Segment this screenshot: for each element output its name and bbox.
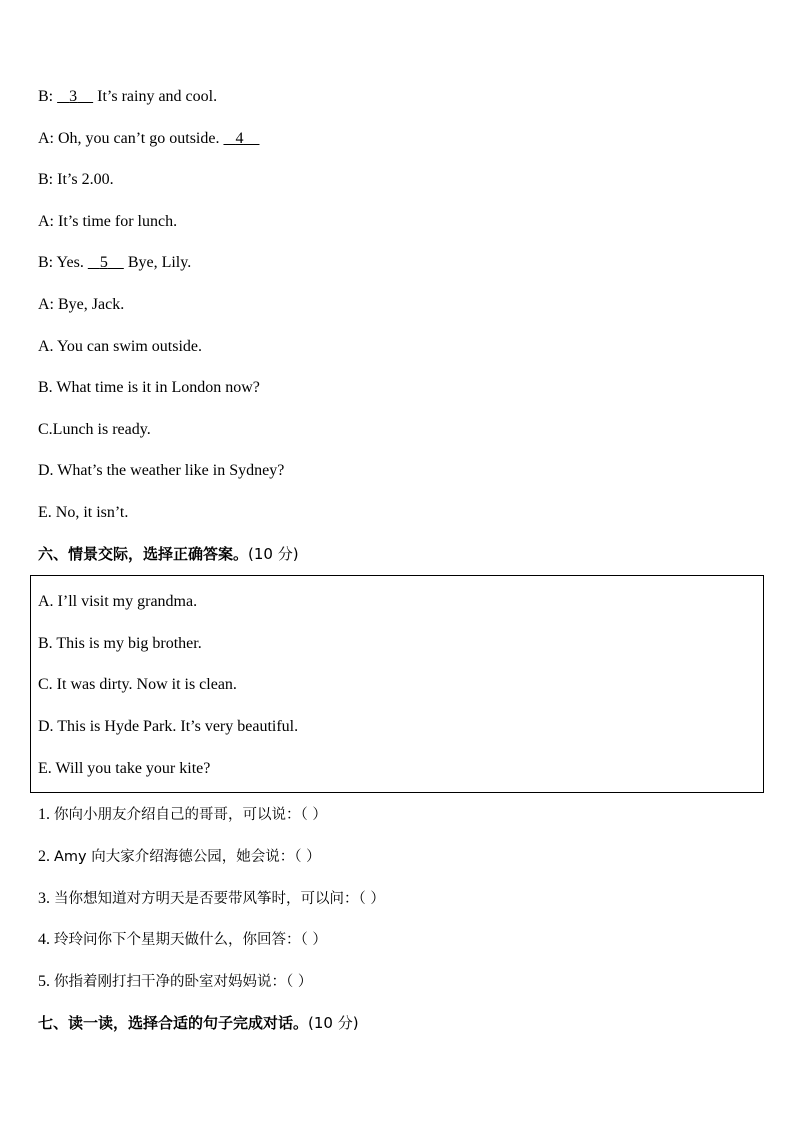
question-4 — [38, 930, 327, 950]
section-score: (10 分) — [248, 545, 299, 563]
speaker: B: — [38, 171, 54, 188]
question-number: 4. — [38, 931, 50, 948]
question-5 — [38, 972, 312, 992]
dialogue-text: It’s rainy and cool. — [97, 88, 218, 105]
option-d: D. What’s the weather like in Sydney? — [38, 462, 285, 479]
dialogue-line-2 — [38, 129, 259, 149]
box-option-c: C. It was dirty. Now it is clean. — [38, 676, 237, 693]
dialogue-line-6 — [38, 295, 124, 315]
dialogue-line-5 — [38, 253, 191, 273]
question-text: 你指着刚打扫干净的卧室对妈妈说：（ ） — [54, 974, 313, 990]
section-score: (10 分) — [308, 1014, 359, 1032]
dialogue-line-1 — [38, 87, 217, 107]
option-a: A. You can swim outside. — [38, 338, 203, 355]
blank-number: 5 — [99, 254, 108, 271]
blank-number: 4 — [235, 130, 244, 147]
dialogue-text: Oh, you can’t go outside. — [58, 130, 220, 147]
dialogue-text: Bye, Jack. — [58, 296, 125, 313]
answer-blank[interactable] — [88, 254, 124, 271]
option-c: C.Lunch is ready. — [38, 421, 151, 438]
dialogue-text: Bye, Lily. — [127, 254, 192, 271]
speaker: B: — [38, 254, 54, 271]
question-text: 当你想知道对方明天是否要带风筝时，可以问：（ ） — [54, 891, 385, 907]
blank-number: 3 — [69, 88, 78, 105]
question-text: Amy 向大家介绍海德公园，她会说：（ ） — [54, 849, 321, 865]
answer-blank[interactable] — [57, 88, 93, 105]
dialogue-text: It’s time for lunch. — [58, 213, 178, 230]
dialogue-text: It’s 2.00. — [57, 171, 114, 188]
dialogue-text: Yes. — [56, 254, 84, 271]
answer-blank[interactable] — [223, 130, 259, 147]
box-option-d: D. This is Hyde Park. It’s very beautiful. — [38, 718, 299, 735]
option-e: E. No, it isn’t. — [38, 504, 129, 521]
question-text: 玲玲问你下个星期天做什么，你回答：（ ） — [54, 932, 327, 948]
box-option-a: A. I’ll visit my grandma. — [38, 593, 198, 610]
section-title: 七、读一读，选择合适的句子完成对话。 — [38, 1014, 309, 1032]
option-b: B. What time is it in London now? — [38, 379, 260, 396]
speaker: B: — [38, 88, 54, 105]
question-text: 你向小朋友介绍自己的哥哥，可以说：（ ） — [54, 807, 327, 823]
box-option-b: B. This is my big brother. — [38, 635, 202, 652]
speaker: A: — [38, 213, 54, 230]
dialogue-line-3 — [38, 170, 114, 190]
question-2 — [38, 847, 321, 867]
speaker: A: — [38, 296, 54, 313]
question-number: 2. — [38, 848, 50, 865]
dialogue-line-4 — [38, 212, 177, 232]
question-number: 3. — [38, 890, 50, 907]
question-3 — [38, 889, 385, 909]
speaker: A: — [38, 130, 54, 147]
question-number: 1. — [38, 806, 50, 823]
section-six-heading — [38, 544, 299, 564]
question-1 — [38, 805, 327, 825]
box-option-e: E. Will you take your kite? — [38, 760, 211, 777]
section-seven-heading — [38, 1013, 359, 1033]
question-number: 5. — [38, 973, 50, 990]
section-title: 六、情景交际，选择正确答案。 — [38, 545, 249, 563]
